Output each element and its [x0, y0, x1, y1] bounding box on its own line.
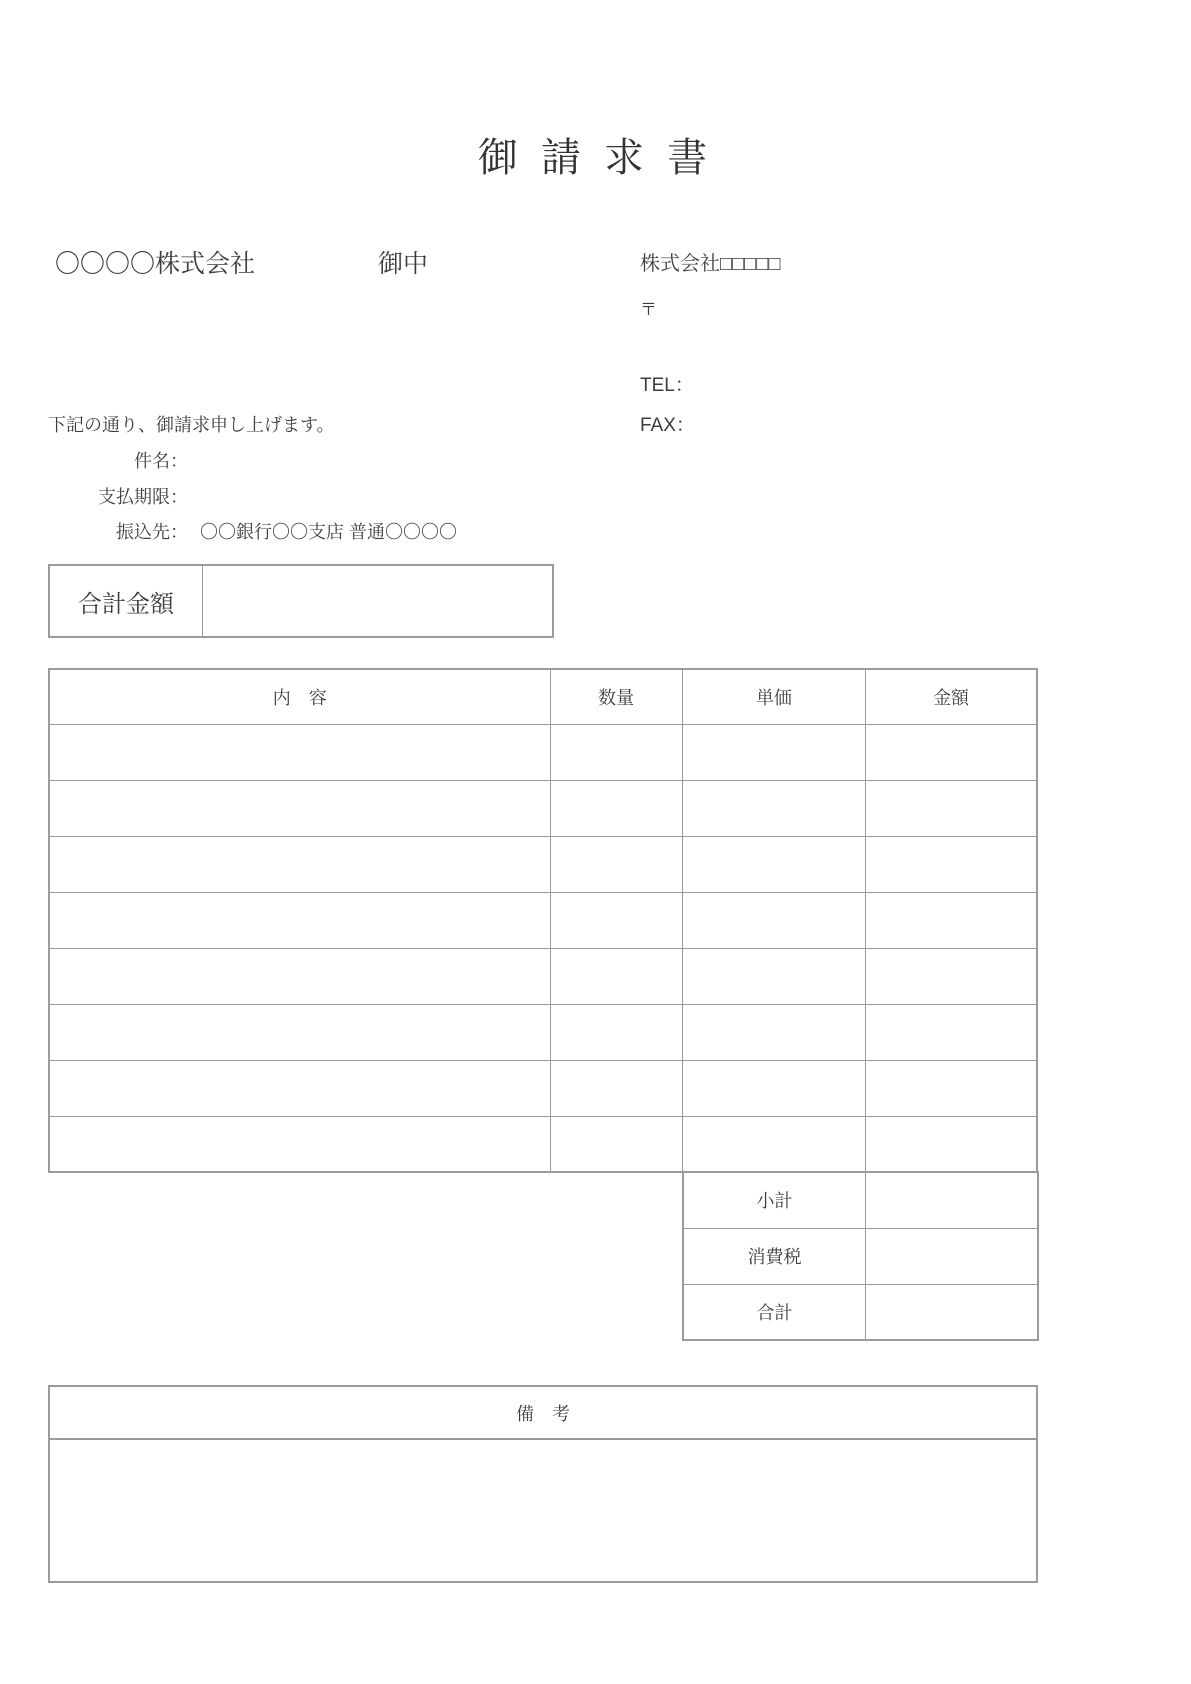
tel-label: TEL： — [640, 375, 694, 396]
item-cell — [49, 724, 550, 780]
remarks-box — [48, 1385, 1038, 1583]
subject-label: 件名： — [134, 451, 188, 471]
tax-label: 消費税 — [683, 1228, 866, 1284]
page-title: 御 請 求 書 — [477, 136, 714, 180]
col-header-amount: 金額 — [866, 669, 1037, 724]
subtotal-label: 小計 — [683, 1172, 866, 1228]
item-cell — [550, 836, 682, 892]
total-label: 合計 — [683, 1284, 866, 1340]
subtotal-row — [683, 1172, 1038, 1228]
item-cell — [49, 780, 550, 836]
item-row — [49, 892, 1037, 948]
item-cell — [682, 948, 865, 1004]
item-cell — [866, 724, 1037, 780]
item-row — [49, 1116, 1037, 1172]
tax-row — [683, 1228, 1038, 1284]
total-row — [683, 1284, 1038, 1340]
subtotal-value — [866, 1172, 1039, 1228]
items-header-row — [49, 669, 1037, 724]
recipient-name: 〇〇〇〇株式会社 — [55, 250, 256, 278]
col-header-quantity: 数量 — [550, 669, 682, 724]
item-cell — [550, 1060, 682, 1116]
recipient-honorific: 御中 — [378, 250, 429, 278]
item-row — [49, 1004, 1037, 1060]
remarks-label: 備 考 — [50, 1387, 1036, 1440]
item-cell — [866, 780, 1037, 836]
item-cell — [550, 948, 682, 1004]
tax-value — [866, 1228, 1039, 1284]
item-cell — [550, 1116, 682, 1172]
grand-total-value — [203, 566, 552, 636]
item-cell — [550, 1004, 682, 1060]
fax-label: FAX： — [640, 415, 695, 436]
col-header-unit-price: 単価 — [682, 669, 865, 724]
item-cell — [49, 836, 550, 892]
item-cell — [682, 1004, 865, 1060]
item-cell — [49, 1116, 550, 1172]
item-row — [49, 724, 1037, 780]
grand-total-box — [48, 564, 554, 638]
item-cell — [682, 1116, 865, 1172]
item-cell — [49, 1060, 550, 1116]
item-cell — [682, 836, 865, 892]
item-cell — [866, 1004, 1037, 1060]
totals-table — [682, 1171, 1039, 1341]
item-cell — [682, 892, 865, 948]
item-cell — [682, 1060, 865, 1116]
item-cell — [49, 1004, 550, 1060]
grand-total-label: 合計金額 — [50, 566, 203, 636]
item-cell — [866, 1116, 1037, 1172]
remarks-body — [50, 1440, 1036, 1583]
item-row — [49, 836, 1037, 892]
item-cell — [866, 1060, 1037, 1116]
item-cell — [866, 836, 1037, 892]
items-table — [48, 668, 1038, 1173]
item-row — [49, 1060, 1037, 1116]
sender-company: 株式会社□□□□□ — [640, 253, 781, 275]
item-cell — [682, 724, 865, 780]
item-cell — [866, 892, 1037, 948]
item-cell — [682, 780, 865, 836]
item-cell — [49, 892, 550, 948]
item-cell — [49, 948, 550, 1004]
postal-mark: 〒 — [640, 300, 657, 319]
intro-text: 下記の通り、御請求申し上げます。 — [48, 415, 335, 435]
total-value — [866, 1284, 1039, 1340]
item-cell — [550, 892, 682, 948]
bank-value: 〇〇銀行〇〇支店 普通〇〇〇〇 — [200, 522, 457, 542]
due-date-label: 支払期限： — [98, 487, 188, 507]
item-row — [49, 780, 1037, 836]
bank-label: 振込先： — [116, 522, 188, 542]
item-cell — [866, 948, 1037, 1004]
item-cell — [550, 780, 682, 836]
item-cell — [550, 724, 682, 780]
col-header-description: 内 容 — [49, 669, 550, 724]
item-row — [49, 948, 1037, 1004]
